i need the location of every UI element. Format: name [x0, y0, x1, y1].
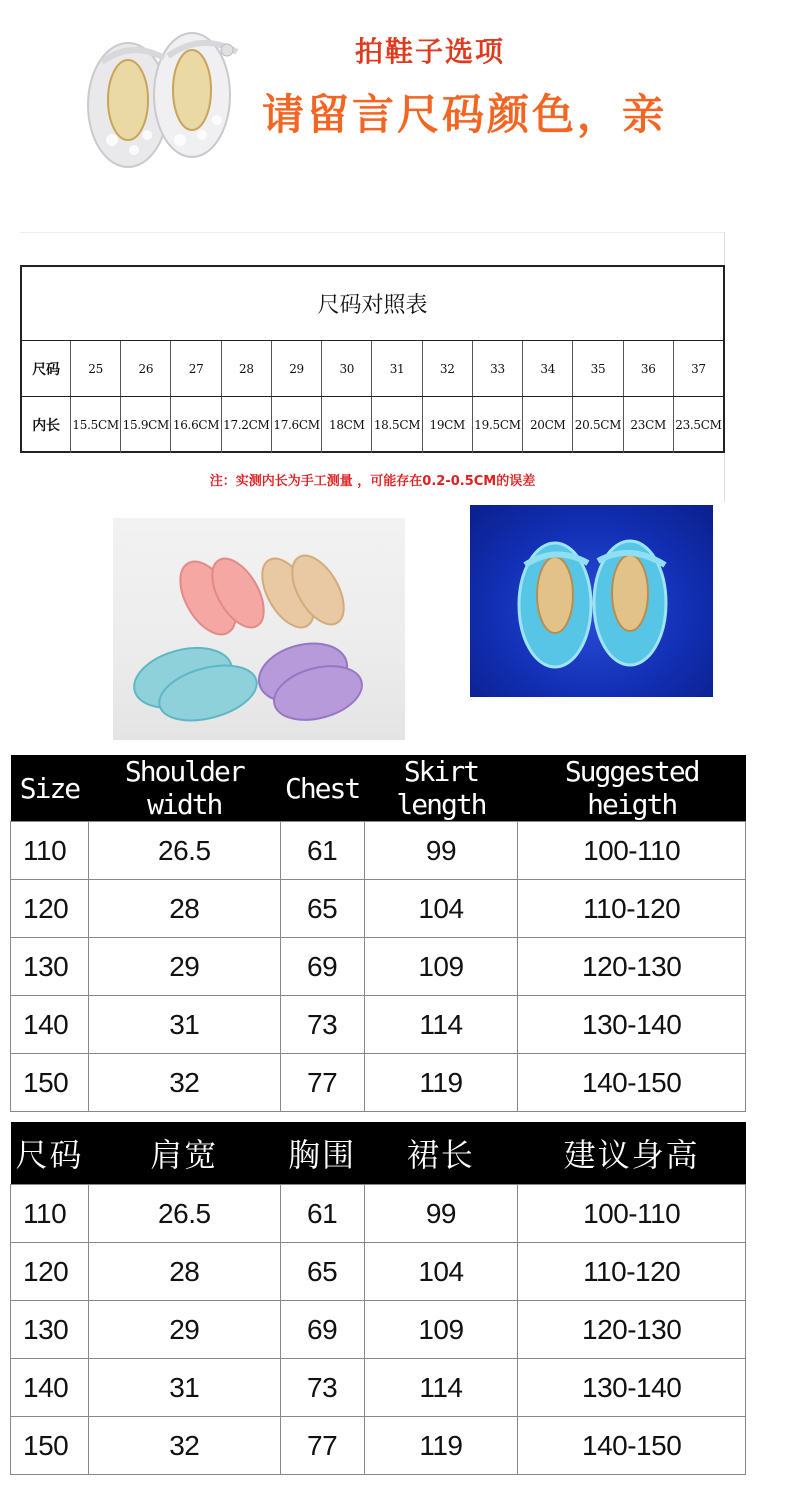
inner-length-cell: 15.9CM	[120, 397, 170, 453]
shoe-length-row	[22, 396, 723, 453]
shoe-size-cell: 34	[522, 341, 572, 396]
table-cell: 100-110	[518, 822, 746, 880]
shoe-size-cell: 29	[271, 341, 321, 396]
table-cell: 29	[88, 1301, 280, 1359]
table-cell: 31	[88, 1359, 280, 1417]
table-cell: 120	[11, 880, 89, 938]
shoe-size-cell: 31	[371, 341, 421, 396]
table-cell: 77	[280, 1417, 364, 1475]
table-row	[11, 938, 746, 996]
table-row	[11, 1243, 746, 1301]
shoe-size-cell: 25	[70, 341, 120, 396]
divider	[20, 232, 725, 233]
clear-jelly-shoe-photo	[72, 10, 252, 170]
table-cell: 130-140	[518, 996, 746, 1054]
table-cell: 110-120	[518, 880, 746, 938]
inner-length-cell: 23.5CM	[673, 397, 723, 453]
inner-length-cell: 23CM	[623, 397, 673, 453]
table-row	[11, 822, 746, 880]
table-cell: 99	[364, 822, 518, 880]
shoe-size-cell: 36	[623, 341, 673, 396]
table-cell: 104	[364, 880, 518, 938]
column-header: 裙长	[364, 1122, 518, 1185]
column-header: 尺码	[11, 1122, 89, 1185]
table-cell: 140	[11, 996, 89, 1054]
table-cell: 104	[364, 1243, 518, 1301]
dress-size-table-chinese	[10, 1122, 746, 1475]
table-cell: 77	[280, 1054, 364, 1112]
table-cell: 32	[88, 1417, 280, 1475]
column-header: 胸围	[280, 1122, 364, 1185]
table-cell: 61	[280, 1185, 364, 1243]
table-cell: 110	[11, 1185, 89, 1243]
table-cell: 28	[88, 1243, 280, 1301]
inner-length-cell: 17.2CM	[221, 397, 271, 453]
table-cell: 73	[280, 996, 364, 1054]
table-cell: 120-130	[518, 1301, 746, 1359]
column-header: Suggested heigth	[518, 755, 746, 822]
table-cell: 26.5	[88, 822, 280, 880]
table-row	[11, 996, 746, 1054]
inner-length-cell: 18.5CM	[371, 397, 421, 453]
table-cell: 140	[11, 1359, 89, 1417]
table-cell: 109	[364, 1301, 518, 1359]
inner-length-cell: 17.6CM	[271, 397, 321, 453]
header-title: 拍鞋子选项	[354, 35, 505, 68]
table-cell: 61	[280, 822, 364, 880]
table-row	[11, 1301, 746, 1359]
table-cell: 120-130	[518, 938, 746, 996]
table-cell: 100-110	[518, 1185, 746, 1243]
table-cell: 110-120	[518, 1243, 746, 1301]
table-row	[11, 1417, 746, 1475]
table-cell: 114	[364, 1359, 518, 1417]
table-row	[11, 880, 746, 938]
shoe-size-cell: 32	[422, 341, 472, 396]
inner-length-cell: 19.5CM	[472, 397, 522, 453]
inner-length-cell: 20CM	[522, 397, 572, 453]
table-cell: 65	[280, 880, 364, 938]
length-label: 内长	[32, 418, 60, 434]
table-cell: 69	[280, 938, 364, 996]
table-cell: 65	[280, 1243, 364, 1301]
size-label: 尺码	[32, 361, 60, 378]
table-cell: 73	[280, 1359, 364, 1417]
table-cell: 119	[364, 1054, 518, 1112]
table-cell: 110	[11, 822, 89, 880]
table-cell: 99	[364, 1185, 518, 1243]
shoe-size-cell: 33	[472, 341, 522, 396]
table-cell: 29	[88, 938, 280, 996]
table-cell: 130-140	[518, 1359, 746, 1417]
table-header-row	[11, 1122, 746, 1185]
table-header-row	[11, 755, 746, 822]
table-cell: 119	[364, 1417, 518, 1475]
table-row	[11, 1054, 746, 1112]
table-cell: 28	[88, 880, 280, 938]
inner-length-cell: 18CM	[321, 397, 371, 453]
shoe-size-cell: 35	[572, 341, 622, 396]
column-header: Chest	[280, 755, 364, 822]
table-cell: 140-150	[518, 1054, 746, 1112]
table-cell: 130	[11, 1301, 89, 1359]
table-cell: 130	[11, 938, 89, 996]
shoe-chart-title: 尺码对照表	[22, 267, 723, 341]
inner-length-cell: 15.5CM	[70, 397, 120, 453]
column-header: Size	[11, 755, 89, 822]
dress-size-table-english	[10, 755, 746, 1112]
inner-length-cell: 20.5CM	[572, 397, 622, 453]
blue-shoes-photo	[470, 505, 713, 697]
table-cell: 140-150	[518, 1417, 746, 1475]
column-header: 建议身高	[518, 1122, 746, 1185]
column-header: 肩宽	[88, 1122, 280, 1185]
table-row	[11, 1185, 746, 1243]
inner-length-cell: 16.6CM	[170, 397, 220, 453]
header-subtitle: 请留言尺码颜色，亲	[262, 90, 668, 139]
shoe-size-chart	[20, 265, 725, 453]
table-cell: 114	[364, 996, 518, 1054]
column-header: Shoulder width	[88, 755, 280, 822]
four-color-shoes-photo	[113, 518, 405, 740]
shoe-size-cell: 27	[170, 341, 220, 396]
table-cell: 150	[11, 1417, 89, 1475]
table-cell: 32	[88, 1054, 280, 1112]
measurement-note: 注：实测内长为手工测量 ，可能存在0.2-0.5CM的误差	[209, 474, 536, 489]
table-row	[11, 1359, 746, 1417]
shoe-size-cell: 28	[221, 341, 271, 396]
shoe-size-cell: 26	[120, 341, 170, 396]
table-cell: 69	[280, 1301, 364, 1359]
column-header: Skirt length	[364, 755, 518, 822]
shoe-size-row	[22, 341, 723, 396]
table-cell: 150	[11, 1054, 89, 1112]
table-cell: 109	[364, 938, 518, 996]
shoe-size-cell: 30	[321, 341, 371, 396]
table-cell: 31	[88, 996, 280, 1054]
table-cell: 120	[11, 1243, 89, 1301]
shoe-size-cell: 37	[673, 341, 723, 396]
inner-length-cell: 19CM	[422, 397, 472, 453]
table-cell: 26.5	[88, 1185, 280, 1243]
